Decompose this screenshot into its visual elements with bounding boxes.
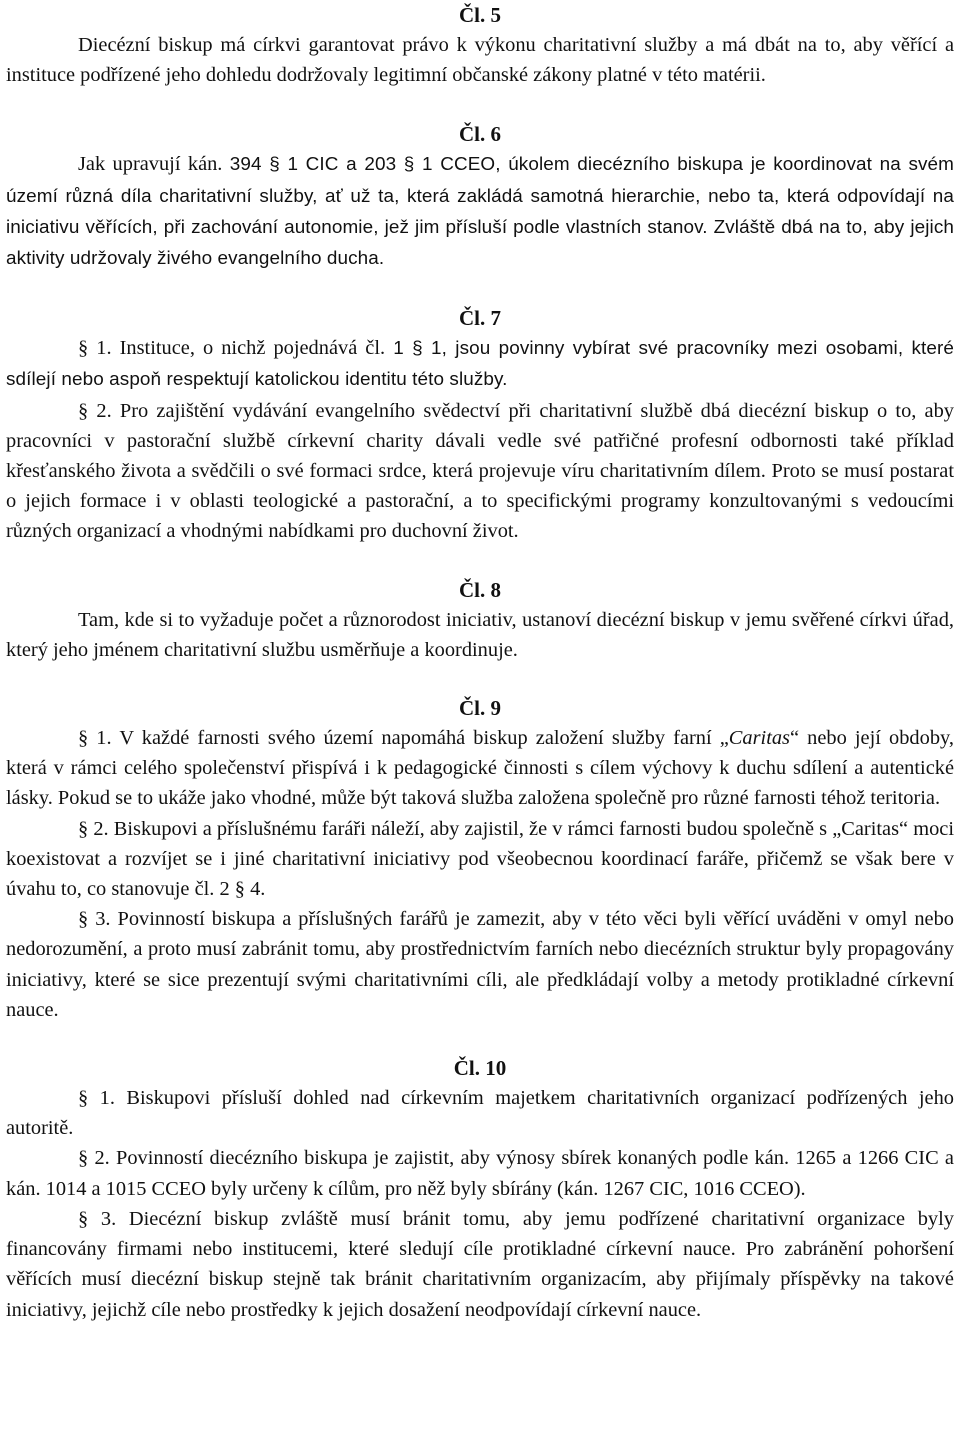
article-title: Čl. 9 <box>459 696 501 721</box>
paragraph-1: § 1. Biskupovi přísluší dohled nad církevním majetkem charitativních organizací podřízených jeho autoritě. <box>6 1087 954 1140</box>
article-10 <box>6 1053 954 1325</box>
paragraph-1 <box>6 333 954 395</box>
paragraph: Tam, kde si to vyžaduje počet a různorodost iniciativ, ustanoví diecézní biskup v jemu svěřené církvi úřad, který jeho jménem charitativní službu usměrňuje a koordinuje. <box>6 608 954 661</box>
paragraph-2: § 2. Pro zajištění vydávání evangelního svědectví při charitativní službě dbá diecézní biskup o to, aby pracovníci v pastorační službě církevní charity dávali vedle své patřičné profesní odbornosti také příklad křesťanského života a svědčili o své formaci srdce, která projevuje víru charitativním dílem. Proto se musí postarat o jejich formace i v oblasti teologické a pastorační, a to specifickými programy konzultovanými s vedoucími různých organizací a vhodnými nabídkami pro duchovní život. <box>6 399 954 543</box>
article-6 <box>6 119 954 274</box>
article-title: Čl. 10 <box>453 1056 507 1081</box>
article-5 <box>6 0 954 90</box>
paragraph-start: Jak upravují kán. <box>78 153 223 176</box>
paragraph-text-end: “ nebo její obdoby, která v rámci celého společenství přispívá i k pedagogické činnosti s cílem výchovy k duchu sdílení a autentické lásky. Pokud se to ukáže jako vhodné, může být taková služba založena společně pro různé farnosti téhož teritoria. <box>6 727 954 810</box>
paragraph-3: § 3. Diecézní biskup zvláště musí bránit tomu, aby jemu podřízené charitativní organizace byly financovány firmami nebo institucemi, které sledují cíle protikladné církevní nauce. Pro zabránění pohoršení věřících musí diecézní biskup stejně tak bránit charitativním organizacím, aby přijímaly příspěvky na takové iniciativy, jejichž cíle nebo prostředky k jejich dosažení neodpovídají církevní nauce. <box>6 1207 954 1321</box>
article-title: Čl. 6 <box>459 122 501 147</box>
paragraph-continuation: 1 § 1, jsou povinny vybírat své pracovníky mezi osobami, které sdílejí nebo aspoň respektují katolickou identitu této služby. <box>6 338 954 391</box>
article-title: Čl. 5 <box>459 3 501 27</box>
article-title: Čl. 8 <box>459 577 501 602</box>
paragraph: Diecézní biskup má církvi garantovat právo k výkonu charitativní služby a má dbát na to, aby věřící a instituce podřízené jeho dohledu dodržovaly legitimní občanské zákony platné v této matérii. <box>6 34 954 87</box>
paragraph-2: § 2. Biskupovi a příslušnému faráři náleží, aby zajistil, že v rámci farnosti budou společně s „Caritas“ moci koexistovat a rozvíjet se i jiné charitativní iniciativy pod všeobecnou koordinací faráře, přičemž se však bere v úvahu to, co stanovuje čl. 2 § 4. <box>6 817 954 901</box>
article-title: Čl. 7 <box>459 306 501 331</box>
article-7 <box>6 303 954 546</box>
paragraph-1 <box>6 723 954 814</box>
paragraph-text: § 1. V každé farnosti svého území napomáhá biskup založení služby farní „ <box>78 727 729 750</box>
paragraph-continuation: 394 § 1 CIC a 203 § 1 CCEO, úkolem diecézního biskupa je koordinovat na svém území různá díla charitativní služby, ať už ta, která zakládá samotná hierarchie, nebo ta, která odpovídají na iniciativu věřících, při zachování autonomie, jež jim přísluší podle vlastních stanov. Zvláště dbá na to, aby jejich aktivity udržovaly živého evangelního ducha. <box>6 154 954 270</box>
paragraph-2: § 2. Povinností diecézního biskupa je zajistit, aby výnosy sbírek konaných podle kán. 1265 a 1266 CIC a kán. 1014 a 1015 CCEO byly určeny k cílům, pro něž byly sbírány (kán. 1267 CIC, 1016 CCEO). <box>6 1147 954 1200</box>
paragraph <box>6 149 954 274</box>
document-page <box>6 0 954 1325</box>
paragraph-3: § 3. Povinností biskupa a příslušných farářů je zamezit, aby v této věci byli věřící uváděni v omyl nebo nedorozumění, a proto musí zabránit tomu, aby prostřednictvím farních nebo diecézních struktur byly propagovány iniciativy, které se sice prezentují svými charitativními cíli, ale předkládají volby a metody protikladné církevní nauce. <box>6 908 954 1021</box>
article-9 <box>6 693 954 1025</box>
caritas-term: Caritas <box>728 727 790 750</box>
article-8 <box>6 575 954 665</box>
paragraph-start: § 1. Instituce, o nichž pojednává čl. <box>78 337 386 360</box>
